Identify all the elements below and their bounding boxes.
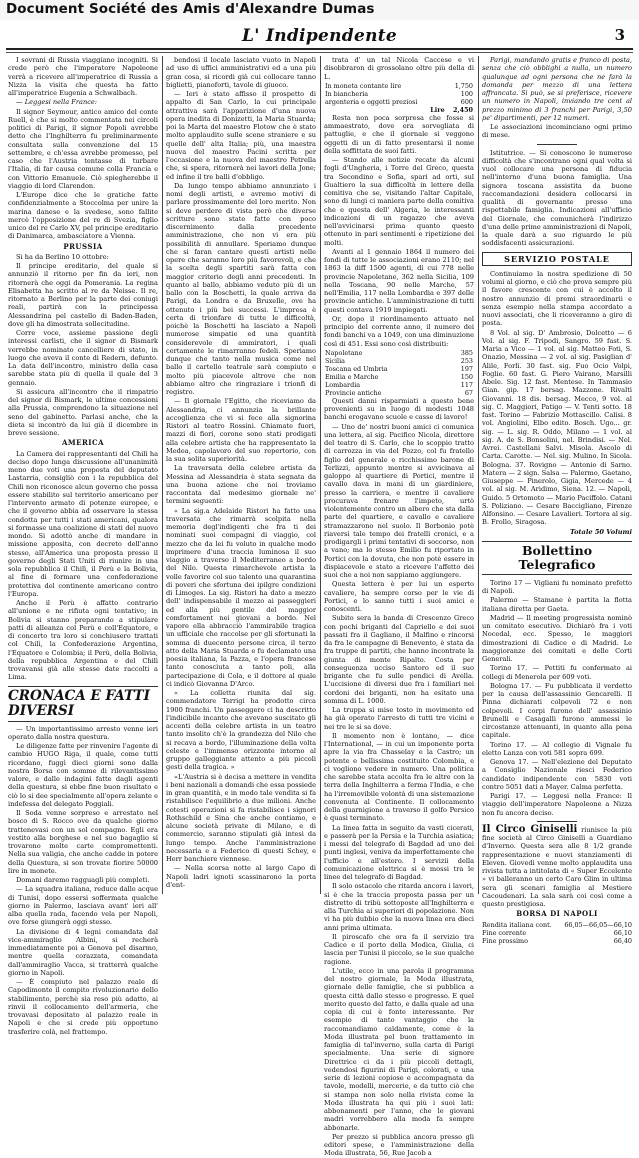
document-banner	[0, 0, 639, 20]
article-paragraph: — Uno de' nostri buoni amici ci comunica una lettera, al sig. Pacifico Nicola, direttore del teatro di S. Carlo, che lo scoppio tratto di carrozza in via del Pozzo, col fu fratello figlio del generale e ricchissimo barone di Terlizzi, appunto mentre si avvicinava al galoppo al quartiere di Portici, mentre il cavallo dava in mani di un giardiniere, presso la carriera, e mentre il cavaliere procurava frenare l'impeto, urtò violentemente contro un albero che sta dalla parte del quartiere, e cavallo e cavaliere stramazzarono nel suolo. Il Borbonio potè riaversi tale tempo dei fratelli cronici, e a prodigargli i primi tentativi di soccorso, non a vano; ma lo stesso Emilio fu riportato in Portici con la dovuta, che non potè essere in dispiacevole e stato a ricevere l'affetto dei suoi che a noi non sappiamo aggiungere.	[324, 422, 474, 579]
borsa-value: 66,40	[613, 937, 632, 945]
section-heading-cronaca: CRONACA E FATTI DIVERSI	[8, 686, 158, 722]
article-paragraph: — Il giornale l'Egitto, che riceviamo da Alessandria, ci annunzia la brillante accoglienza che vi si fece alla signorina Ristori al teatro Rossini. Chiamate fuori, mazzi di fiori, corone sono stati prodigati alla celebre artista che ha rappresentato la Medea, capolavoro del suo repertorio, con la sua solita superiorità.	[166, 397, 316, 463]
article-paragraph: Il piroscafo che ora fa il servizio tra Cadice e il porto della Modica, Giulia, ci lascia per Tunisi il piccolo, se le sue qualche ragione.	[324, 932, 474, 966]
article-paragraph: Si assicura all'incontro che il rimpatrio del signor di Bismark, le ultime concessioni alla Prussia, comprendono la situazione nel seno del gabinetto. Parlasi anche, che la dieta si incontrò da lui già il dicembre in breve sessione.	[8, 387, 158, 437]
circo-paragraph	[482, 823, 632, 909]
article-paragraph: Il momento non è lontano, — dice l'International, — in cui un imponente porta apre la via fra Chasselay e la Castro; un potente e bellissima costituito Colombia, e ci vogliono vedere in numero. Una politica che sarebbe stata accolta fra le altre con la terra della Inghilterra a ferma l'India, e che ha l'irremovibile volontà di una sistemazione convenuta al Continente. Il collocamento della guarnigione a traverso il golfo Persico è quasi terminato.	[324, 731, 474, 823]
article-paragraph: «L'Austria si è decisa a mettere in vendita i beni nazionali a domandi che essa possiede in gran quantità, e in modo tale vendita si fa ristabilisce l'equilibrio a due milioni. Anche cotesti operazioni si fa ristabilisce i signori Rothschild e Sina che anche contiamo, e alcune società private di Milano, e di commercio, saranno stipulati già intesi da lungo tempo. Anche l'amministrazione necessaria e a Federico di questi Schey, e Herr banchiere viennese.	[166, 772, 316, 863]
page-number: 3	[614, 26, 625, 44]
section-heading-america: AMERICA	[61, 438, 105, 448]
banner-title: Document Société des Amis d'Alexandre Dumas	[6, 1, 375, 17]
telegram-item: Parigi 17. — Leggesi nella France: Il viaggio dell'imperatore Napoleone a Nizza non fu ancora deciso.	[482, 792, 632, 817]
totale-line: Totale 50 Volumi	[569, 527, 632, 536]
article-paragraph: La Camera dei rappresentanti del Chilì ha deciso dopo lunga discussione all'unanimità meno due voti una proposta del deputato Lastarria, consigliò con i la repubblica del Chilì non riconosce alcun governo che possa essere stabilito sul territorio americano per l'intervento armato di potenze europee, e che il governo abbia ad osservare la stessa condotta per tutti i stati americani, qualora si formasse una coalizione di stati del nuovo mondo. Si adottò anche di mandare in missione apposita, con decreto dell'anno stesso, all'America una proposta presso il governo degli Stati Uniti di riunire in una sola repubblica il Chilì, il Perù e la Bolivia, al fine di formare una confederazione protettiva del continente americano contro l'Europa.	[8, 449, 158, 598]
masthead-rule-thin	[6, 52, 633, 53]
article-paragraph: Il signor Seymour, antico amico del conte Ruell, è che si molto commentata nei circoli politici di Parigi, il signor Popoli avrebbe detto che l'Inghilterra fu preliminarmente consultata sulla convenzione del 15 settembre, e ch'essa avrebbe promesso, pel caso che l'Austria tentasse di turbare l'Italia, di far causa comune colla Francia e con Vittorio Emanuele. Ciò spiegherebbe il viaggio di lord Clarendon.	[8, 107, 158, 190]
article-paragraph: Da lungo tempo abbiamo annunziato i nomi degli artisti, e avremo motivi di parlare prossimamente del loro merito. Non si deve perdere di vista però che diverse scritture sono state fatte con poco discernimento dalla precedente amministrazione, che non vi era più possibilità di annullare. Speriamo dunque che si faran cantare questi artisti nelle opere che saranno loro più favorevoli, e che la scelta degli spartiti sarà fatta con maggior criterio degli anni precedenti. In quanto al ballo, abbiamo veduto più di un ballo con la Boschetti, la quale arriva da Parigi, da Londra e da Bruxelle, ove ha ottenuto i più bei successi. L'impresa è certa di trionfare di tutte le difficoltà, poichè la Boschetti ha lasciato a Napoli numerose simpatie ed una quantità considerevole di ammiratori, i quali certamente le rimarranno fedeli. Speriamo dunque che tanto nella musica come nel ballo il cartello teatrale sarà compiuto e molto più piacevole altrove che non abbiamo altro che ringraziare i trionfi di registro.	[166, 181, 316, 396]
ledger-label: Lire	[430, 105, 445, 114]
article-paragraph: Istitutrice. — Si conoscono le numerose difficoltà che s'incontrano ogni qual volta si vuol collocare una persona di fiducia nell'interno d'una buona famiglia. Una signora toscana assistita da buone raccomandazioni desidera collocarsi in qualità di governante presso una rispettabile famiglia. Indicazioni all'ufficio del Giornale, che comunicherà l'indirizzo d'una delle prime amministrazioni di Napoli, la quale darà a suo riguardo le più soddisfacenti assicurazioni.	[482, 148, 632, 248]
dist-value: 117	[460, 380, 473, 389]
article-paragraph: Per prezzo si pubblica ancora presso gli editori spese, e l'amministrazione della Moda illustrata, 56, Rue Jacob a	[324, 1132, 474, 1158]
article-paragraph: « La sig.a Adelaide Ristori ha fatto una traversata che rimarrà scolpita nella memoria degl'indigenti che fra ti dei nominati suoi compagni di viaggio, col mezzo che da lei fu voluto in qualche modo imprimere d'una traccia luminosa il suo viaggio a traverso il Mediterraneo a bordo del Nilo. Questa rimarchevole artista la volle favorire col suo talento una quarantina di poveri che sfortuna dei ipilgre condizioni di Limoges. La sig. Ristori ha dato a mezzo dell' indispensabile il mezzo ai passeggieri ed alla più gentile del maggior comfortament nei giovani a bordo. Nel vapore ella abbracciò l'ammirabile tragica un ufficiale che raccolse per gli sfortunati la somma di duecento persone circa, il terzo atto della Maria Stuarda e fu declamato una poesia italiana, la Pazza, e l'opera francese tanto conosciuta a tanto poli, alla partecipazione di Cola, e il dottore al quale ci indicò Giovanna D'Arco.	[166, 506, 316, 688]
telegram-item: Genova 17. — Nell'elezione del Deputato a Consiglio Nazionale riesci Federico candidato indipendente con 5830 voti contro 5051 dati a Mayer. Calma perfetta.	[482, 758, 632, 791]
dist-value: 385	[460, 348, 473, 357]
dist-label: Sicilia	[325, 356, 345, 365]
article-paragraph: Avanti al 1 gennaio 1864 il numero dei fondi di tutte le associazioni erano 2110; nel 1863 la diff 1500 agenti, di cui 778 nelle provincie Napoletane, 362 nella Sicilia, 109 nella Toscana, 90 nelle Marche, 57 nell'Emilia, 117 nella Lombardia e 397 delle provincie antiche. L'amministrazione di tutti questi contava 1919 impiegati.	[324, 247, 474, 314]
article-paragraph: trata d' un tal Nicola Caccese e vi disobbraron di grossolano oltre più della di L.	[324, 56, 474, 81]
dist-value: 67	[464, 388, 473, 397]
section-heading-borsa: BORSA DI NAPOLI	[516, 909, 598, 919]
borsa-label: Fine corrente	[482, 928, 527, 937]
dist-label: Emilia e Marche	[325, 372, 379, 381]
article-paragraph: 8 Vol. al sig. D' Ambrosio, Dolcetto — 6 Vol. al sig. F. Tripodi, Sangro. 59 fast. S. Maria a Vico — 1 vol. al sig. Matteo Foti, S. Onazio, Messina — 2 vol. al sig. Pasiglian d' Alile, Forlì. 30 fast. sig. Fuo Ocio Volpi, Foglie. 60 fast. G. Piero Vairano, Marsilli Abele. Sig. 12 fast. Mentese. In Tammasio Gian. gip. 17 bersag. Mazzone. Rivalti Giovanni. 18 dis. bersag. Mecco, 9 vol. al sig. C. Maggiori, Patigo — V. Tenti sotto. 18 fast. Torino — Fabrizio Mottascillo. Calisi. 8 vol. Angiolini, Elbo edito. Bosch. Ugo... gr. sig. — L. sig. R. Oddo, Milano — 1 vol. al sig. A. de S. Bonsolini, nel. Brindisi. — Nel. Avrei. Castellani Salvi. Misola. Ascolo di Carta. Carotte. — Nel. sig. Mulino. In Sicola. Bologna. 37. Rovigno — Antonio di Sarno. Matera — 2 sign. Salsa — Palermo, Gaetano, Giuseppe — Pinerolo, Gigia, Mercede — 4 vol. al sig. M. Aridimo, Siena. 12. — Napoli, Guido. 5 Ortomoto — Mario Paciffolo. Catani S. Poliziano. — Cesare Baccigliano, Firenze Alfonsino. — Cesare Lavalieri. Tortora al sig. B. Frollo, Siragosa.	[482, 328, 632, 527]
table-row	[324, 90, 474, 98]
article-paragraph: Continuiamo la nostra spedizione di 50 volumi al giorno, e ciò che prova sempre più il favore crescente con cui è accolto il nostro annunzio di premi straordinarii e senza esempio nella stampa accordato a nuovi associati, che li riceveranno a giro di posta.	[482, 269, 632, 328]
article-paragraph: Or, dopo il riordinamento attuato nel principio del corrente anno, il numero dei fondi banchi va a 1049, con una diminuzione così di 451. Essi sono così distribuiti:	[324, 314, 474, 348]
dist-value: 150	[460, 372, 473, 381]
newspaper-title: L' Indipendente	[241, 26, 398, 46]
telegram-item: Torino 17 — Vigliani fu nominato prefetto di Napoli.	[482, 578, 632, 595]
article-paragraph: Il principe ereditario, del quale si annunziò il ritorno per fin da ieri, non ritornerà che oggi da Pomerania. La regina Elisabetta ha scritto al re da Neisse. Il re, ritornato a Berlino per la parte dei coniugi reali, partirà con la principessa Alessandrina pel castello di Baden-Baden, dove gli ha dimostrata sollecitudine.	[8, 262, 158, 328]
article-paragraph: — Stando alle notizie recate da alcuni fogli d'Ungheria, i Torre del Greco, questa tra Secondino e Sofia, spari ad orti, sul Gualtiero la sua difficoltà in lettere della comitiva che se, visitando l'altar Capitale, sono di lungi ci maniera parte della comitiva che e questa dell' Algeria, le interessanti indicazioni di un ragazzo che aveva nell'avvicinarsi prima quanto questo ottenuto in pari sentimenti e ripetizione dei molti.	[324, 156, 474, 247]
article-paragraph: Il Soda venne sorpreso e arrestato nel bosco di S. Rocco ove da qualche giorno trattenevasi con un sol compagno. Egli era vestito alla borghese e nel suo bagaglio si trovarono molte carte compromettenti. Nella sua valigia, che anche cadde in potere della Questura, si son trovate fiorire 50000 lire in monete.	[8, 809, 158, 875]
column-1	[8, 56, 158, 1036]
article-paragraph: Le associazioni incominciano ogni primo di mese.	[482, 123, 632, 140]
article-paragraph: L'Europe dice che le gratiche fatte confidenzialmente a Stoccolma per unire la marina danese e la svedese, sono fallite mercè l'opposizione del re di Svezia, figlio unico del re Carlo XV, pel principe ereditario di Danimarca, ambasciatore a Vienna.	[8, 191, 158, 241]
distribution-table	[324, 349, 474, 397]
article-paragraph: — Un importantissimo arresto venne ieri operato dalla nostra questura.	[8, 724, 158, 741]
separator	[537, 821, 577, 822]
article-paragraph: L'utile, ecco in una parola il programma del nostro giornale, la Moda illustrata, giornale delle famiglie, che si pubblica a questa città dallo stesso e progresso. E quel merito questo del fatto, e dalla quale ad una copia di cui è fonte interessante. Per esempio di tanto vantaggio che la raccomandiamo caldamente, come è la Moda illustrata pel buon trattamento in famiglia di tal'inverno, sulla carta di Parigi specialmente. Una serie di signore Direttrice ci da i più piccoli dettagli, vedendosi figurini di Parigi, colorati, e una serie di lezioni copiose e accompagnata da tavole, modelli, mercerie, e da tutto ciò che si stampa non solo nella rivista come la Moda illustrata ha qui più i suoi lati: abbonamenti per l'anno, che le giovani madri vorrebbero alla moda fa sempre abbonarle.	[324, 966, 474, 1132]
telegram-item: Madrid — Il meeting progressista nominò un comitato esecutivo. Dichiarò fra i voti Nocedal, ecc. Spesso, le maggiori dimostrazioni di Cadice e di Madrid. Le maggioranze dei comitati e delle Corti Generali.	[482, 613, 632, 663]
masthead-rule	[6, 48, 633, 50]
section-heading-bollettino: Bollettino Telegrafico	[482, 541, 632, 575]
circo-text: riunisce la più fine società al Circo Giniselli a Guardiano d'Inverno. Questa sera alle 8 1/2 grande rappresentazione e nuovi stanziamenti di Eleven. Giovedì venne molto applaudita una rivista tutta a intitolata di « Super Eccelente » vi balleranno un certo Caro Glim in ultima sera gli scenari famiglia al Mestiere Cacoudenari. La sala sarà coi così come a questo prestigiosa.	[482, 825, 632, 908]
table-row	[324, 373, 474, 381]
dist-value: 197	[460, 364, 473, 373]
article-paragraph: — Nella scorsa notte al largo Capo di Napoli ladri ignoti scassinarono la porta d'ent-	[166, 864, 316, 889]
article-paragraph: Si ha da Berlino 10 ottobre:	[16, 252, 109, 261]
table-row	[324, 389, 474, 397]
article-paragraph: La divisione di 4 legni comandata dal vice-ammiraglio Albini, si recherà immediatamente poi a Genova pel disarmo, mentre quella corazzata, comandata dall'ammiraglio Vacca, si tratterrà qualche giorno in Napoli.	[8, 927, 158, 977]
article-paragraph: Questi danni risparmiati a questo bene provenienti su in luogo di modesti 1048 banchi erogavano scuole e casse di lavoro!	[324, 396, 474, 422]
borsa-row	[482, 929, 632, 937]
circo-heading: Il Circo Giniselli	[482, 823, 578, 835]
article-paragraph: Subito sera la banda di Crescenzo Greco con pochi briganti del Capriello e dei suoi passati fra il Gagliano, il Malfino e rincorsi da fra le campagne di Benevento, è stata da fra truppe di partiti, che hanno incontrate la giunta di monte Ripalto. Costa per conseguenza ucciso Santoro ed il suo brigante che fu sulle pendici di Avella. L'uccisione di diversi due fra i familiari nei cordoni dei briganti, non ha esitato una somma di L. 1000.	[324, 614, 474, 705]
article-paragraph: Corre voce, assieme passione degli interessi carlisti, che il signor di Bismark verrebbe nominato cancelliere di stato, in luogo che aveva il conte di Redern, defunto. La data dell'incontro, ministro della casa sarebbe stata più di quella il quale del 3 gennaio.	[8, 329, 158, 387]
article-paragraph: — Leggesi nella France:	[16, 98, 98, 107]
borsa-row	[482, 921, 632, 929]
borsa-label: Fine prossimo	[482, 937, 528, 945]
article-paragraph: — Ieri è stato affisso il prospetto di appalto di San Carlo, la cui principale attrattiva sarà l'apparizione d'una nuova opera inedita di Donizetti, la Maria Stuarda; poi la Marta del maestro Flotow che è stato molto applaudito sulle scene straniere e su quelle dell' alta Italia; più, una maestra nuova del maestro Pacini scritta per l'occasione e la nuova del maestro Petrella che, si spera, ritornerà nei lavori della Jone; ed infine il tre balli d'obbligo.	[166, 90, 316, 181]
article-paragraph: La traversata della celebre artista da Messina ad Alessandria è stata segnata da una buona azione che noi troviamo raccontata dal medesimo giornale ne' termini seguenti:	[166, 464, 316, 506]
dist-value: 253	[460, 356, 473, 365]
column-divider	[162, 56, 163, 894]
ledger-value: 600	[460, 97, 473, 106]
dist-label: Toscana ed Umbria	[325, 364, 388, 373]
ledger-value: 2,450	[452, 105, 473, 114]
ledger-label: In moneta contante lire	[325, 81, 402, 90]
article-paragraph: « La colletta riunita dal sig. commendatore Terrigi ha prodotto circa 1900 franchi. Un passeggero ci ha descritto l'indicibile incanto che avevano suscitato gli accenti della celebre artista in un teatro tanto insolito ch'è la grandezza del Nilo che si recava a bordo, l'illuminazione della volta celeste e l'immenso orizzonte intorno al gruppo galleggiante attento a più piccoli gesti della tragica. »	[166, 689, 316, 772]
table-row	[324, 357, 474, 365]
article-paragraph: La linea fatta in seguito da vasti cicerati, e passerà per la Persia e la Turchia asiatica; i messi del telegrafo di Bagdad ad uno dei punti inglesi, veniva da imperfettamente che l'ufficio e all'estero. I servizii della comunicazione elettrica si è mossi tra le linee del telegrafo di Bagdad.	[324, 823, 474, 881]
borsa-row	[482, 937, 632, 945]
article-paragraph: — È compiuto nel palazzo reale di Capodimonte il compito rivoluzionario dello stabilimento, perchè sia reso più adatto, ai rinvii il collocamento dell'armeria, che trovavasi depositato al palazzo reale in Napoli e che si crede più opportuno trasferire colà, nel frattempo.	[8, 978, 158, 1036]
article-paragraph: bendosi il locale lasciato vuoto in Napoli ad uso di uffici amministrativi ed a una più gran cosa, si ricordi già cui collocare tanno biglietti, pianoforti, tavole di giuoco.	[166, 56, 316, 89]
column-3	[324, 56, 474, 1158]
telegram-item: Torino 17. — Pettiti fu confermato ai collegi di Menerola per 609 voti.	[482, 664, 632, 681]
article-paragraph: Le diligenze fatte per rinvenire l'agente di cambio HUGO Riga, il quale, come tutti ricordano, fuggì dieci giorni sono dalla nostra Borsa con somme di rilevantissimo valore, e dalle indagini fatte dagli agenti della questura, si ebbe fine buon risultato e ciò lo si dee specialmente all'opera zelante e indefessa del delegato Poggiali.	[8, 742, 158, 808]
section-heading-servizio-postale: SERVIZIO POSTALE	[482, 252, 632, 266]
borsa-label: Rendita italiana cont.	[482, 920, 552, 929]
table-row	[324, 106, 474, 114]
table-row	[324, 365, 474, 373]
table-row	[324, 349, 474, 357]
column-4	[482, 56, 632, 945]
ledger-value: 1,750	[454, 81, 473, 90]
article-paragraph: Domani daremo ragguagli più completi.	[16, 876, 150, 884]
article-paragraph: Questa lettera è per lui un esperto cavaliere, ha sempre corso per le vie di Portici, e lo sanno tutti i suoi amici e conoscenti.	[324, 580, 474, 613]
ledger-label: argenteria e oggetti preziosi	[325, 97, 418, 106]
column-divider	[320, 56, 321, 894]
dist-label: Napoletane	[325, 348, 363, 357]
borsa-value: 66,05—66,05—66,10	[564, 920, 632, 929]
masthead	[0, 22, 639, 50]
telegram-item: Palermo — Stamane è partita la flotta italiana diretta per Gaeta.	[482, 596, 632, 613]
article-paragraph: Il solo ostacolo che ritarda ancora i lavori, si è che la traccia proposta passa per un distretto di tribù sottoposte all'Inghilterra e alla Turchia ai superiori di popolazione. Non vi ha più dubbio che la nuova linea era dieci anni prima ultimata.	[324, 882, 474, 932]
ledger-table	[324, 82, 474, 114]
article-paragraph: — La squadra italiana, reduce dalle acque di Tunisi, dopo essersi soffermata qualche giorno in Palermo, lasciava avant' ieri all' alba quella rada, facendo vela per Napoli, ove forse giungerà oggi stesso.	[8, 885, 158, 927]
ledger-label: In biancheria	[325, 89, 369, 98]
dist-label: Provincie antiche	[325, 388, 382, 397]
telegram-item: Bologna 17. — Fu pubblicata il verdetto per la causa dell'assassinio Gencarelli. Il Pinna dichiarati colpevoli 72 e non colpevoli. I corpi furono dell' assassinio Brunelli e Casagalli furono ammessi le circostanze attenuanti, in quanto alla pena capitale.	[482, 681, 632, 740]
separator	[537, 144, 577, 145]
table-row	[324, 98, 474, 106]
table-row	[324, 82, 474, 90]
article-paragraph: La truppa si mise tosto in movimento ed ha già operato l'arresto di tutti tre vicini e nei tre le si sa dove.	[324, 706, 474, 731]
column-2	[166, 56, 316, 894]
article-paragraph: Parigi, mandando gratis e franco di posta, senza che ciò obblighi a nulla, un numero qualunque ad ogni persona che ne farà la domanda per mezzo di una lettera affrancata. Si può, se si preferisce, ricevere un numero in Napoli, inviando tre cent al prezzo minimo di 3 franchi per Parigi, 3,50 pe' dipartimenti, per 12 numeri.	[482, 56, 632, 122]
ledger-value: 100	[460, 89, 473, 98]
borsa-value: 66,10	[613, 928, 632, 937]
column-divider	[478, 56, 479, 894]
telegram-item: Torino 17. — Al collegio di Vignale fu eletto Lanza con voti 581 sopra 699.	[482, 740, 632, 757]
dist-label: Lombardia	[325, 380, 361, 389]
article-paragraph: Resta non poca sorpresa che fosse si ammaestrato, dove era sorvegliata di pattuglie, e che il giornale si veggono oggetti di un di fatto presentarsi il nome della soffittata de suoi fatti.	[324, 113, 474, 155]
table-row	[324, 381, 474, 389]
article-paragraph: Anche il Perù è affatto contrario all'unione e ne rifiuta ogni tentativo; in Bolivia si stanno preparando a stipulare patti di alleanza col Perù e coll'Equatore, e di concerto tra loro si conchiusero trattati col Chilì, la Confederazione Argentina, l'Equatore e Colombia; il Perù, della Bolivia, della repubblica Argentina e del Chilì trovavansi già alle stesse date raccolti a Lima.	[8, 599, 158, 682]
article-paragraph: I sovrani di Russia viaggiano incogniti. Si crede però che l'imperatore Napoleone verrà a ricevere all'imperatrice di Russia a Nizza la visita che questa ha fatto all'imperatrice Eugenia a Schwalbach.	[8, 56, 158, 97]
section-heading-prussia: PRUSSIA	[63, 241, 103, 251]
